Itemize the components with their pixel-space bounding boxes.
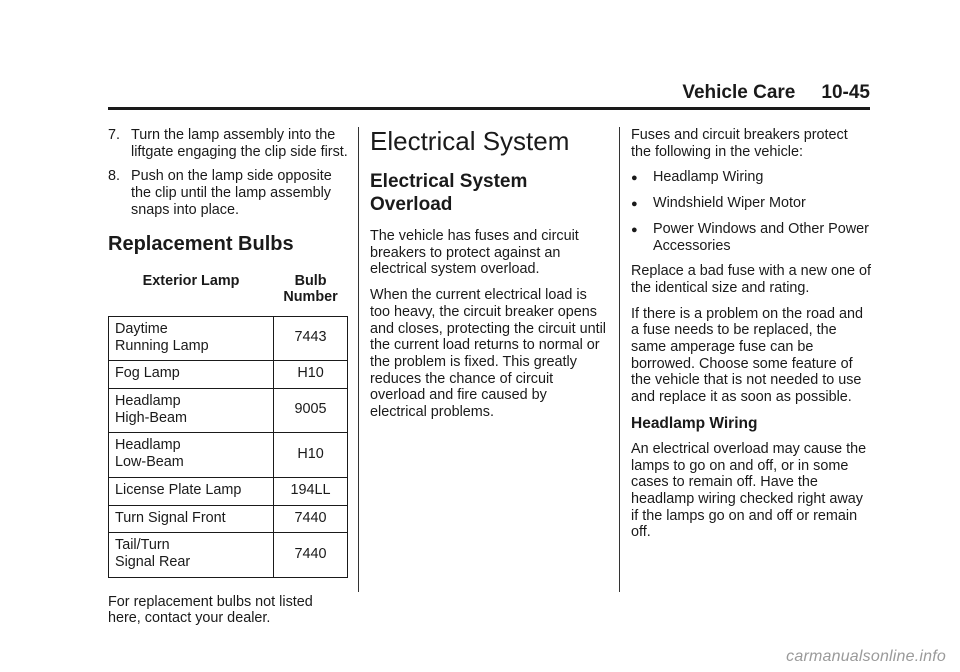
headlamp-wiring-paragraph: An electrical overload may cause the lamps to go on and off, or in some cases to remain off. Have the headlamp wiring checked right away if the lamps go on and off or remain off. (631, 440, 867, 541)
step-7 (108, 127, 348, 160)
bulb-number: 194LL (274, 477, 348, 505)
bulb-table (108, 267, 348, 578)
bullet-icon: ● (631, 172, 638, 185)
overload-paragraph-2: When the current electrical load is too heavy, the circuit breaker opens and closes, protecting the circuit until the current load returns to normal or the problem is fixed. This greatly reduces the chance of circuit overload and fire caused by electrical problems. (370, 287, 606, 421)
bulb-number: 7443 (274, 316, 348, 360)
bulb-number: 7440 (274, 533, 348, 577)
list-item-text: Power Windows and Other Power Accessories (653, 220, 869, 254)
list-item-text: Headlamp Wiring (653, 169, 764, 186)
borrow-fuse-paragraph: If there is a problem on the road and a fuse needs to be replaced, the same amperage fuse can be borrowed. Choose some feature of the vehicle that is not needed to use and replace it as soon as possible. (631, 305, 863, 406)
lamp-name: Daytime Running Lamp (109, 316, 274, 360)
header-rule (108, 107, 870, 110)
replace-fuse-paragraph: Replace a bad fuse with a new one of the identical size and rating. (631, 263, 872, 296)
overload-paragraph-1: The vehicle has fuses and circuit breakers to protect against an electrical system overload. (370, 228, 579, 278)
bulb-number: H10 (274, 433, 348, 477)
bulb-number: 9005 (274, 389, 348, 433)
list-item-text: Windshield Wiper Motor (653, 195, 806, 212)
header-section: Vehicle Care (682, 82, 796, 103)
list-item (631, 195, 871, 213)
headlamp-wiring-heading: Headlamp Wiring (631, 414, 758, 432)
fuse-intro: Fuses and circuit breakers protect the following in the vehicle: (631, 127, 848, 160)
lamp-name: Fog Lamp (109, 361, 274, 389)
table-row (109, 505, 348, 533)
watermark: carmanualsonline.info (786, 648, 946, 665)
step-text: Push on the lamp side opposite the clip until the lamp assembly snaps into place. (131, 168, 332, 218)
table-row (109, 361, 348, 389)
list-item (631, 169, 871, 187)
step-number: 7. (108, 127, 121, 143)
step-8 (108, 168, 348, 218)
table-row (109, 533, 348, 577)
table-row (109, 389, 348, 433)
table-row (109, 316, 348, 360)
protected-items-list (631, 169, 871, 254)
column-3 (631, 127, 871, 550)
chapter-title: Electrical System (370, 126, 570, 156)
lamp-name: License Plate Lamp (109, 477, 274, 505)
bullet-icon: ● (631, 198, 638, 211)
table-row (109, 477, 348, 505)
table-header-row (109, 267, 348, 317)
step-number: 8. (108, 168, 121, 185)
table-row (109, 433, 348, 477)
column-header-lamp: Exterior Lamp (109, 267, 274, 317)
lamp-name: Headlamp High-Beam (109, 389, 274, 433)
column-divider-2 (619, 127, 620, 592)
lamp-name: Turn Signal Front (109, 505, 274, 533)
step-text: Turn the lamp assembly into the liftgate engaging the clip side first. (131, 127, 348, 160)
bulb-number: H10 (274, 361, 348, 389)
column-divider-1 (358, 127, 359, 592)
lamp-name: Tail/Turn Signal Rear (109, 533, 274, 577)
overload-heading: Electrical System Overload (370, 171, 528, 215)
column-2 (370, 127, 606, 430)
lamp-name: Headlamp Low-Beam (109, 433, 274, 477)
header-page-number: 10-45 (821, 82, 870, 103)
list-item (631, 221, 871, 254)
column-1 (108, 127, 348, 636)
column-header-bulb: Bulb Number (274, 267, 348, 317)
replacement-bulbs-heading: Replacement Bulbs (108, 232, 294, 255)
page-header (108, 82, 870, 104)
bullet-icon: ● (631, 223, 638, 236)
dealer-note: For replacement bulbs not listed here, contact your dealer. (108, 593, 313, 627)
bulb-number: 7440 (274, 505, 348, 533)
